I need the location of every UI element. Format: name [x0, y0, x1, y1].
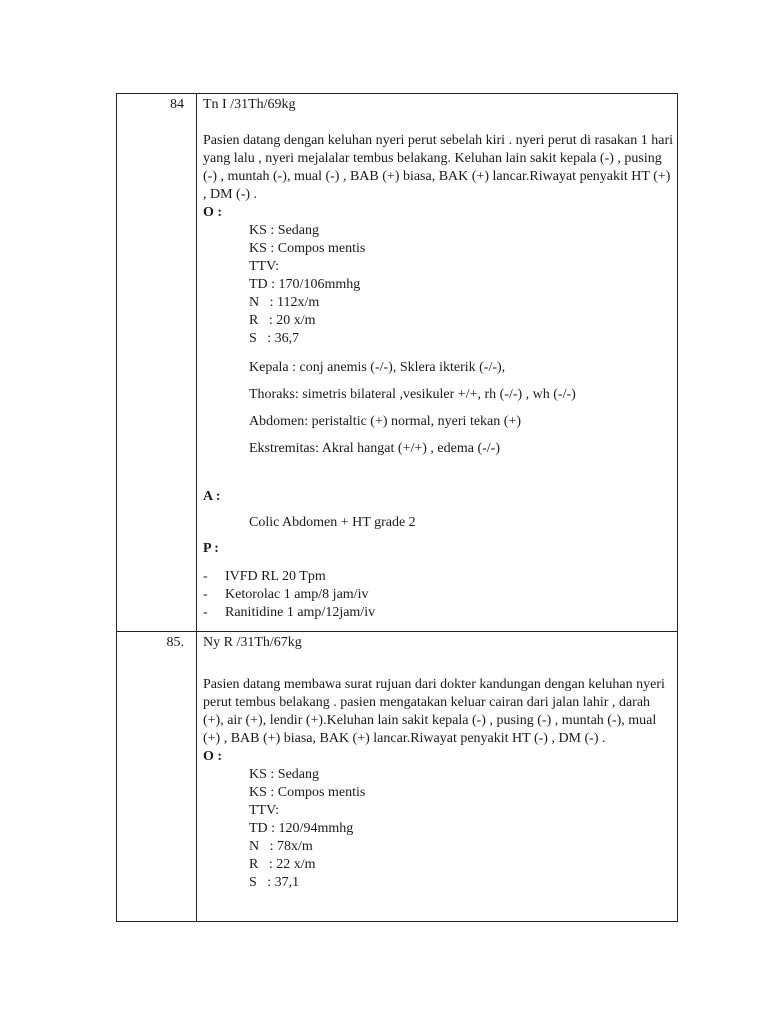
assessment-block	[203, 514, 673, 532]
record-number-cell	[117, 94, 197, 632]
patient-records-table	[116, 93, 678, 922]
patient-header: Ny R /31Th/67kg	[203, 635, 302, 650]
exam-line: Abdomen: peristaltic (+) normal, nyeri tekan (+)	[249, 414, 521, 429]
record-number: 84	[170, 97, 184, 112]
plan-item: - IVFD RL 20 Tpm	[203, 569, 326, 584]
vital-line: TTV:	[249, 259, 280, 274]
bullet-dash: -	[203, 587, 208, 602]
vital-line: N : 112x/m	[249, 295, 320, 310]
record-content-cell	[197, 632, 678, 922]
vital-line: S : 36,7	[249, 331, 300, 346]
vital-line: KS : Compos mentis	[249, 241, 366, 256]
vital-line: KS : Sedang	[249, 223, 319, 238]
vital-line: R : 22 x/m	[249, 857, 316, 872]
vital-line: TD : 120/94mmhg	[249, 821, 354, 836]
subjective-text: Pasien datang membawa surat rujuan dari dokter kandungan dengan keluhan nyeri perut tembus belakang . pasien mengatakan keluar cairan dari jalan lahir , darah (+), air (+), lendir (+).Keluhan lain sakit kepala (-) , pusing (-) , muntah (-), mual (+) , BAB (+) biasa, BAK (+) lancar.Riwayat penyakit HT (-) , DM (-) .	[203, 677, 665, 746]
exam-line: Kepala : conj anemis (-/-), Sklera ikterik (-/-),	[249, 360, 506, 375]
vital-line: TTV:	[249, 803, 280, 818]
assessment-label: A :	[203, 489, 221, 504]
record-number: 85.	[166, 635, 184, 650]
vital-line: TD : 170/106mmhg	[249, 277, 361, 292]
exam-line: Ekstremitas: Akral hangat (+/+) , edema (-/-)	[249, 441, 500, 456]
subjective-text: Pasien datang dengan keluhan nyeri perut sebelah kiri . nyeri perut di rasakan 1 hari yang lalu , nyeri mejalalar tembus belakang. Keluhan lain sakit kepala (-) , pusing (-) , muntah (-), mual (-) , BAB (+) biasa, BAK (+) lancar.Riwayat penyakit HT (+) , DM (-) .	[203, 133, 674, 202]
physical-exam-block	[203, 354, 673, 462]
record-content-cell	[197, 94, 678, 632]
record-row	[117, 632, 678, 922]
vitals-block	[203, 222, 673, 348]
exam-line: Thoraks: simetris bilateral ,vesikuler +/+, rh (-/-) , wh (-/-)	[249, 387, 576, 402]
vital-line: S : 37,1	[249, 875, 300, 890]
plan-item: - Ranitidine 1 amp/12jam/iv	[203, 605, 376, 620]
patient-header: Tn I /31Th/69kg	[203, 97, 296, 112]
record-number-cell	[117, 632, 197, 922]
vital-line: KS : Sedang	[249, 767, 319, 782]
vitals-block	[203, 766, 673, 892]
record-row	[117, 94, 678, 632]
assessment-text: Colic Abdomen + HT grade 2	[249, 515, 416, 530]
bullet-dash: -	[203, 605, 208, 620]
objective-label: O :	[203, 205, 223, 220]
vital-line: KS : Compos mentis	[249, 785, 366, 800]
vital-line: R : 20 x/m	[249, 313, 316, 328]
plan-list	[203, 568, 673, 622]
bullet-dash: -	[203, 569, 208, 584]
objective-label: O :	[203, 749, 223, 764]
vital-line: N : 78x/m	[249, 839, 313, 854]
plan-item: - Ketorolac 1 amp/8 jam/iv	[203, 587, 369, 602]
plan-label: P :	[203, 541, 219, 556]
